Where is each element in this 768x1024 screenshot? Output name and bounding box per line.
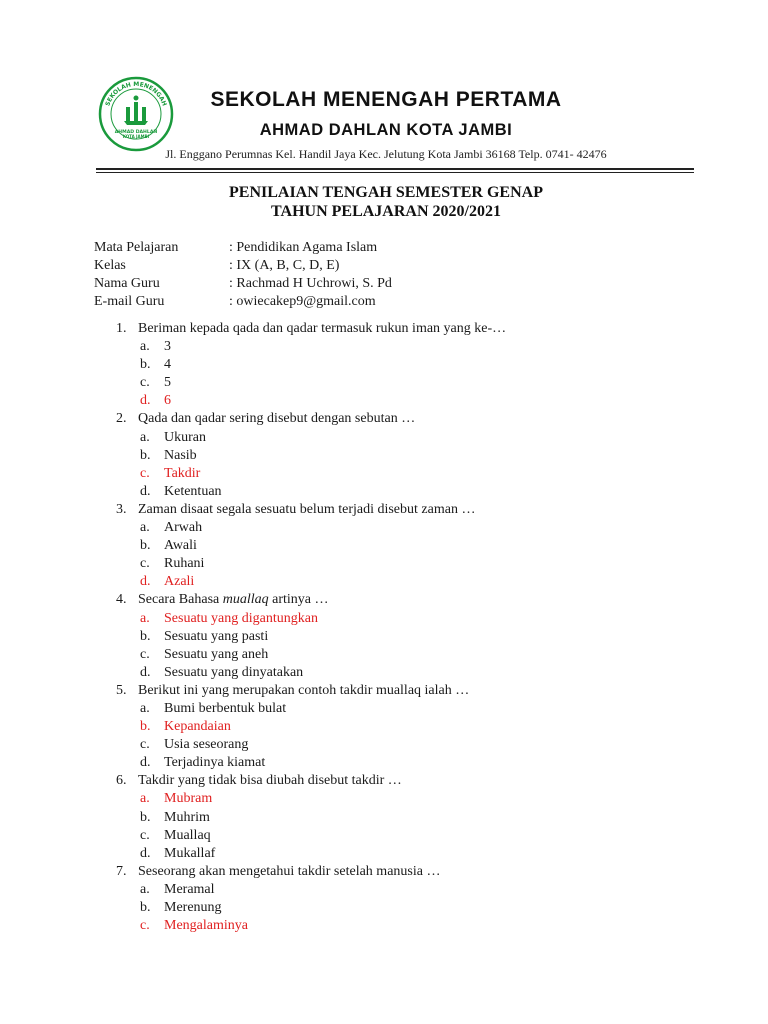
- option: [116, 429, 506, 447]
- question-4: [116, 591, 506, 609]
- info-value: : IX (A, B, C, D, E): [229, 258, 340, 273]
- option-text: Awali: [164, 538, 197, 554]
- option: [116, 754, 506, 772]
- option-text: Takdir: [164, 465, 201, 481]
- question-list: [116, 320, 506, 935]
- info-value: : owiecakep9@gmail.com: [229, 294, 376, 309]
- option-text: Bumi berbentuk bulat: [164, 700, 287, 716]
- option-text: Merenung: [164, 900, 222, 915]
- option-text: Meramal: [164, 881, 215, 897]
- option-text: Muallaq: [164, 827, 211, 843]
- option-text: Sesuatu yang aneh: [164, 646, 269, 662]
- question-5: [116, 682, 506, 700]
- option-letter: a.: [140, 700, 150, 716]
- info-label: Nama Guru: [94, 276, 160, 291]
- option-letter: b.: [140, 357, 151, 373]
- option: [116, 881, 506, 899]
- option-letter: c.: [140, 918, 150, 934]
- school-subtitle: AHMAD DAHLAN KOTA JAMBI: [259, 121, 513, 139]
- question-text-italic: muallaq: [222, 592, 269, 608]
- question-7: [116, 863, 506, 881]
- option-letter: a.: [140, 610, 150, 626]
- option-letter: d.: [140, 755, 151, 771]
- question-text: Seseorang akan mengetahui takdir setelah manusia …: [138, 863, 441, 879]
- option: [116, 374, 506, 392]
- question-number: 1.: [116, 321, 127, 336]
- school-name: SEKOLAH MENENGAH PERTAMA: [210, 88, 562, 111]
- option: [116, 628, 506, 646]
- question-number: 7.: [116, 863, 127, 879]
- option: [116, 537, 506, 555]
- option-letter: d.: [140, 664, 151, 680]
- option-text: Sesuatu yang pasti: [164, 628, 269, 644]
- option: [116, 447, 506, 465]
- school-logo: [98, 76, 174, 152]
- option-text: Arwah: [164, 520, 203, 536]
- option: [116, 899, 506, 917]
- option: [116, 827, 506, 845]
- option-text: 3: [164, 339, 171, 355]
- option-letter: a.: [140, 881, 150, 897]
- option-letter: a.: [140, 429, 150, 445]
- option: [116, 555, 506, 573]
- question-text: Takdir yang tidak bisa diubah disebut takdir …: [138, 773, 402, 789]
- option-text: Ketentuan: [164, 483, 222, 499]
- question-number: 5.: [116, 682, 127, 698]
- option-letter: c.: [140, 375, 150, 391]
- question-number: 3.: [116, 501, 127, 517]
- option: [116, 790, 506, 808]
- question-2: [116, 410, 506, 428]
- option-letter: b.: [140, 538, 151, 554]
- option-letter: d.: [140, 574, 151, 590]
- option-text: 4: [164, 357, 171, 373]
- question-1: [116, 320, 506, 338]
- option-letter: c.: [140, 465, 150, 481]
- logo-text-bottom: AHMAD DAHLAN: [114, 130, 158, 135]
- question-text: [138, 591, 329, 609]
- option-text: Muhrim: [164, 809, 210, 825]
- question-3: [116, 501, 506, 519]
- option-text: Mengalaminya: [164, 918, 248, 934]
- question-text: Beriman kepada qada dan qadar termasuk rukun iman yang ke-…: [138, 321, 507, 336]
- option: [116, 483, 506, 501]
- option-letter: a.: [140, 791, 150, 807]
- info-row-class: [94, 257, 392, 275]
- info-label: E-mail Guru: [94, 294, 165, 309]
- exam-year: TAHUN PELAJARAN 2020/2021: [271, 203, 501, 220]
- option-letter: c.: [140, 827, 150, 843]
- question-number: 6.: [116, 773, 127, 789]
- question-text-after: artinya …: [268, 592, 329, 608]
- question-text: Berikut ini yang merupakan contoh takdir muallaq ialah …: [138, 682, 470, 698]
- option-letter: b.: [140, 628, 151, 644]
- question-number: 4.: [116, 592, 127, 608]
- option: [116, 392, 506, 410]
- option-text: Mukallaf: [164, 845, 216, 861]
- option: [116, 519, 506, 537]
- option-letter: a.: [140, 520, 150, 536]
- option-letter: b.: [140, 809, 151, 825]
- option-text: Nasib: [164, 447, 197, 463]
- info-row-email: [94, 293, 392, 311]
- header-divider-thick: [96, 168, 694, 170]
- info-row-subject: [94, 239, 392, 257]
- option: [116, 917, 506, 935]
- logo-text-bottom-2: KOTA JAMBI: [122, 134, 150, 139]
- option-letter: c.: [140, 737, 150, 753]
- option-letter: d.: [140, 483, 151, 499]
- option-letter: a.: [140, 339, 150, 355]
- question-6: [116, 772, 506, 790]
- option: [116, 845, 506, 863]
- question-text-before: Secara Bahasa: [138, 592, 223, 608]
- option-letter: c.: [140, 556, 150, 572]
- option: [116, 646, 506, 664]
- info-label: Kelas: [94, 258, 126, 273]
- option-text: Usia seseorang: [164, 737, 249, 753]
- option-text: 5: [164, 375, 171, 391]
- option: [116, 664, 506, 682]
- option-letter: b.: [140, 900, 151, 915]
- option-text: Mubram: [164, 791, 213, 807]
- option-text: Ukuran: [164, 429, 206, 445]
- option-text: Sesuatu yang digantungkan: [164, 610, 318, 626]
- question-text: Zaman disaat segala sesuatu belum terjadi disebut zaman …: [138, 501, 476, 517]
- option-text: Terjadinya kiamat: [164, 755, 266, 771]
- option: [116, 573, 506, 591]
- option-text: 6: [164, 393, 171, 409]
- info-label: Mata Pelajaran: [94, 240, 179, 255]
- exam-info: [94, 239, 392, 311]
- option-text: Ruhani: [164, 556, 205, 572]
- option-text: Azali: [164, 574, 195, 590]
- option: [116, 356, 506, 374]
- option-letter: b.: [140, 447, 151, 463]
- option-text: Kepandaian: [164, 719, 231, 735]
- option-letter: c.: [140, 646, 150, 662]
- option-text: Sesuatu yang dinyatakan: [164, 664, 304, 680]
- option-letter: b.: [140, 719, 151, 735]
- question-text: Qada dan qadar sering disebut dengan sebutan …: [138, 411, 416, 427]
- option: [116, 736, 506, 754]
- option: [116, 610, 506, 628]
- info-value: : Rachmad H Uchrowi, S. Pd: [229, 276, 392, 291]
- school-address: Jl. Enggano Perumnas Kel. Handil Jaya Kec. Jelutung Kota Jambi 36168 Telp. 0741- 42476: [165, 147, 607, 161]
- option-letter: d.: [140, 845, 151, 861]
- option: [116, 700, 506, 718]
- info-row-teacher: [94, 275, 392, 293]
- option: [116, 338, 506, 356]
- header-divider-thin: [96, 172, 694, 173]
- option: [116, 809, 506, 827]
- option-letter: d.: [140, 393, 151, 409]
- option: [116, 718, 506, 736]
- question-number: 2.: [116, 411, 127, 427]
- info-value: : Pendidikan Agama Islam: [229, 240, 378, 255]
- option: [116, 465, 506, 483]
- exam-title: PENILAIAN TENGAH SEMESTER GENAP: [229, 184, 543, 201]
- logo-text-top: SEKOLAH MENENGAH: [104, 80, 168, 108]
